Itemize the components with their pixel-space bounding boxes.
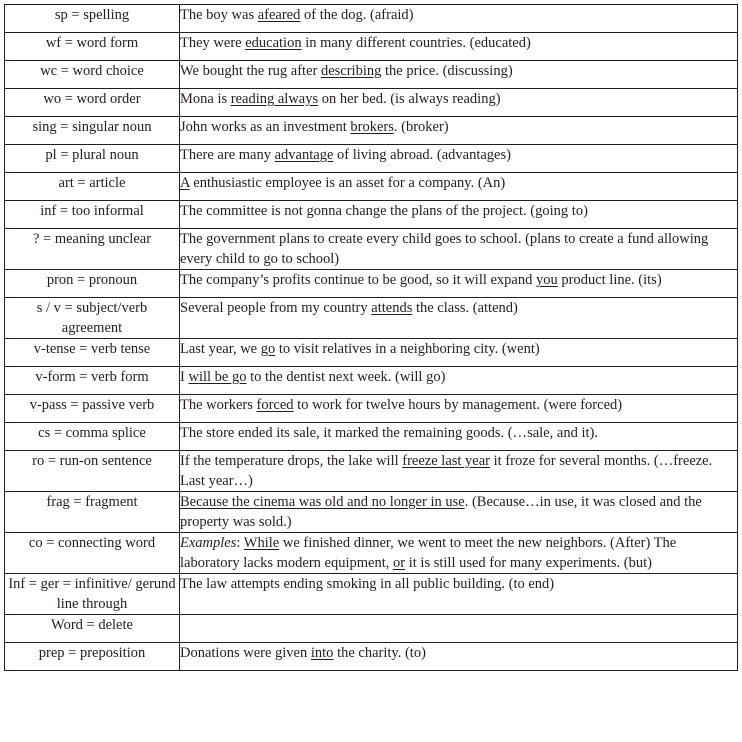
error-code-cell: wc = word choice [5,61,180,89]
example-cell [180,492,738,533]
example-text: the price. (discussing) [381,63,513,79]
example-cell [180,117,738,145]
underlined-error-text: will be go [188,369,247,385]
example-text: to visit relatives in a neighboring city. (went) [275,341,540,357]
table-row [5,117,738,145]
error-code-cell: frag = fragment [5,492,180,533]
example-text: I [180,369,189,385]
example-text: They were [180,35,246,51]
example-cell [180,643,738,671]
example-text: John works as an investment [180,119,351,135]
error-code-cell: Word = delete [5,615,180,643]
table-row [5,423,738,451]
error-code-cell: pron = pronoun [5,270,180,298]
error-code-cell: v-tense = verb tense [5,339,180,367]
table-row [5,89,738,117]
example-text: The workers [180,397,257,413]
underlined-error-text: describing [320,63,382,79]
underlined-error-text: afeared [257,7,301,23]
example-text: The government plans to create every child goes to school. (plans to create a fund allowing every child to go to school) [180,231,709,267]
error-code-cell: s / v = subject/verb agreement [5,298,180,339]
example-text: Mona is [180,91,231,107]
underlined-error-text: attends [371,300,413,316]
example-text: . (Because…in use, it was closed and the property was sold.) [180,494,702,530]
example-cell [180,574,738,615]
error-code-cell: v-pass = passive verb [5,395,180,423]
error-code-cell: cs = comma splice [5,423,180,451]
table-row [5,173,738,201]
example-text: The store ended its sale, it marked the remaining goods. (…sale, and it). [180,425,598,441]
error-code-cell: Inf = ger = infinitive/ gerund line through [5,574,180,615]
error-code-cell: sp = spelling [5,5,180,33]
example-text: to work for twelve hours by management. (were forced) [293,397,623,413]
example-text: . (broker) [393,119,449,135]
example-cell [180,145,738,173]
example-text: If the temperature drops, the lake will [180,453,403,469]
example-text: Donations were given [180,645,311,661]
italic-label: Examples [180,535,237,551]
example-text: to the dentist next week. (will go) [246,369,446,385]
example-text: The company’s profits continue to be good, so it will expand [180,272,536,288]
table-row [5,145,738,173]
table-row [5,451,738,492]
error-code-cell: ? = meaning unclear [5,229,180,270]
table-row [5,574,738,615]
underlined-error-text: you [536,272,558,288]
example-text: the charity. (to) [333,645,426,661]
example-text: of the dog. (afraid) [300,7,414,23]
underlined-error-text: advantage [274,147,334,163]
underlined-error-text: freeze last year [402,453,491,469]
error-code-cell: inf = too informal [5,201,180,229]
example-text: on her bed. (is always reading) [318,91,501,107]
example-text: The law attempts ending smoking in all public building. (to end) [180,576,555,592]
example-cell [180,61,738,89]
error-code-cell: v-form = verb form [5,367,180,395]
example-cell [180,339,738,367]
table-row [5,270,738,298]
example-text: Several people from my country [180,300,372,316]
example-text: in many different countries. (educated) [301,35,531,51]
error-code-cell: sing = singular noun [5,117,180,145]
example-cell [180,615,738,643]
error-code-cell: wf = word form [5,33,180,61]
table-row [5,643,738,671]
example-cell [180,367,738,395]
table-row [5,533,738,574]
example-text: The boy was [180,7,258,23]
underlined-error-text: A [180,175,190,191]
example-cell [180,201,738,229]
example-cell [180,5,738,33]
error-code-cell: co = connecting word [5,533,180,574]
example-cell [180,270,738,298]
underlined-error-text: education [245,35,302,51]
example-cell [180,423,738,451]
example-text: it is still used for many experiments. (but) [405,555,652,571]
example-text: We bought the rug after [180,63,321,79]
table-row [5,395,738,423]
underlined-error-text: or [393,555,406,571]
example-cell [180,395,738,423]
example-text: enthusiastic employee is an asset for a company. (An) [189,175,506,191]
underlined-error-text: Because the cinema was old and no longer in use [180,494,465,510]
example-cell [180,533,738,574]
error-code-table [4,4,738,671]
error-code-cell: prep = preposition [5,643,180,671]
table-row [5,339,738,367]
example-text: the class. (attend) [412,300,518,316]
example-text: There are many [180,147,275,163]
error-code-cell: pl = plural noun [5,145,180,173]
error-code-cell: ro = run-on sentence [5,451,180,492]
table-row [5,615,738,643]
table-row [5,61,738,89]
error-code-cell: art = article [5,173,180,201]
example-cell [180,229,738,270]
example-text: we finished dinner, we went to meet the new neighbors. (After) The laboratory lacks modern equipment, [180,535,677,571]
example-text: : [236,535,244,551]
example-text: it froze for several months. (…freeze. Last year…) [180,453,713,489]
table-row [5,201,738,229]
table-row [5,492,738,533]
example-cell [180,89,738,117]
table-row [5,229,738,270]
underlined-error-text: into [310,645,334,661]
example-text: Last year, we [180,341,261,357]
example-cell [180,33,738,61]
table-row [5,5,738,33]
table-row [5,33,738,61]
example-text: product line. (its) [557,272,662,288]
error-code-cell: wo = word order [5,89,180,117]
example-text: The committee is not gonna change the plans of the project. (going to) [180,203,588,219]
example-cell [180,298,738,339]
underlined-error-text: brokers [350,119,394,135]
underlined-error-text: While [243,535,280,551]
error-code-table-body [5,5,738,671]
example-cell [180,451,738,492]
underlined-error-text: forced [256,397,294,413]
example-text: of living abroad. (advantages) [333,147,511,163]
table-row [5,298,738,339]
underlined-error-text: go [260,341,276,357]
example-cell [180,173,738,201]
table-row [5,367,738,395]
underlined-error-text: reading always [230,91,319,107]
